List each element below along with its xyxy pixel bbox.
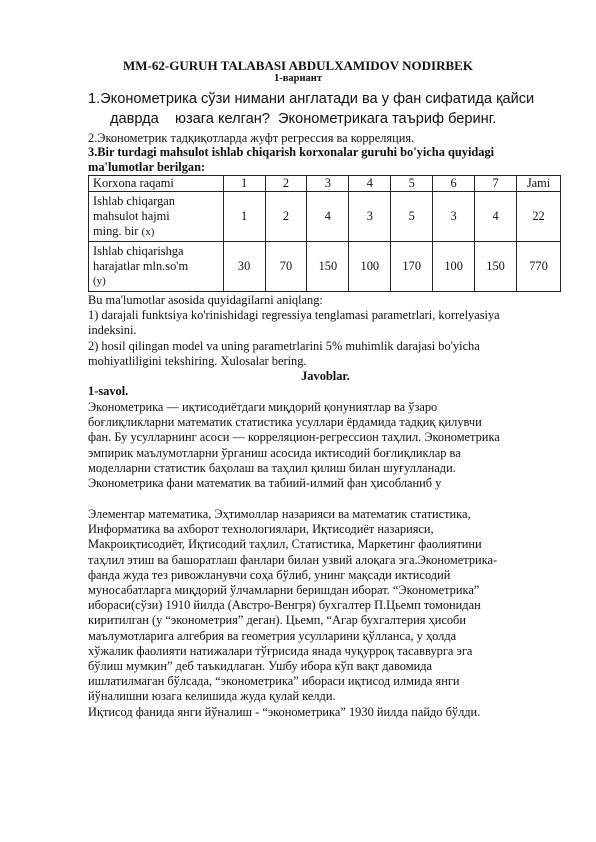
row-label-costs: [89, 242, 224, 292]
paragraph-line: боғлиқликларни математик статистика усуллари ёрдамида тадқиқ қилувчи: [88, 415, 482, 430]
answer-paragraph-1: [88, 400, 563, 491]
variant-label: 1-вариант: [273, 73, 322, 84]
task-1-line-1: 1) darajali funktsiya ko'rinishidagi regressiya tenglamasi parametrlari, korrelyasiya: [88, 308, 500, 323]
table-col-header: 2: [265, 176, 307, 192]
table-cell: 150: [475, 242, 517, 292]
table-col-header: 7: [475, 176, 517, 192]
table-cell: 4: [475, 192, 517, 242]
table-col-header: 1: [223, 176, 265, 192]
table-cell: 100: [349, 242, 391, 292]
table-row: [89, 242, 561, 292]
question-1-line-1: 1.Эконометрика сўзи нимани англатади ва у фан сифатида қайси: [88, 91, 535, 107]
paragraph-line: ибораси(сўзи) 1910 йилда (Австро-Венгря) бухгалтер П.Цьемп томонидан: [88, 598, 481, 613]
row-label-line: Ishlab chiqargan: [93, 193, 176, 208]
data-table: [88, 175, 561, 292]
table-col-header: 3: [307, 176, 349, 192]
task-1-line-2: indeksini.: [88, 323, 137, 338]
answers-title: Javoblar.: [301, 369, 350, 383]
question-3: [88, 145, 563, 175]
variable-y: (y): [93, 275, 106, 287]
table-cell: 150: [307, 242, 349, 292]
row-label-line: Ishlab chiqarishga: [93, 244, 184, 258]
paragraph-line: таҳлил этиш ва башоратлаш фанлари билан узвий алоқага эга.Эконометрика-: [88, 552, 498, 567]
question-2: 2.Эконометрик тадқиқотларда жуфт регрессия ва корреляция.: [88, 131, 415, 145]
question-3-line-2: ma'lumotlar berilgan:: [88, 160, 206, 175]
row-label-line: harajatlar mln.so'm: [93, 259, 189, 273]
paragraph-line: фан. Бу усулларнинг асоси — корреляцион-регрессион таҳлил. Эконометрика: [88, 430, 500, 445]
tasks-block: [88, 293, 563, 369]
paragraph-line: бўлиш мумкин” деб таъкидлаган. Ушбу ибора кўп вақт давомида: [88, 659, 433, 674]
table-cell: 170: [391, 242, 433, 292]
row-label-production: [89, 192, 224, 242]
table-cell: 2: [265, 192, 307, 242]
paragraph-line: Элементар математика, Эҳтимоллар назарияси ва математик статистика,: [88, 507, 471, 521]
paragraph-line: киритилган (у “эконометрия” деган). Цьемп, “Агар бухгалтерия ҳисоби: [88, 613, 466, 628]
table-cell: 70: [265, 242, 307, 292]
table-row: [89, 192, 561, 242]
paragraph-line: маълумотларига алгебрия ва геометрия усулларини қўлланса, у ҳолда: [88, 628, 457, 643]
variable-x: (x): [141, 225, 155, 238]
task-2-line-2: mohiyatliligini tekshiring. Xulosalar bering.: [88, 353, 307, 368]
row-label-line: [93, 224, 219, 240]
answer-paragraph-2: [88, 507, 563, 720]
row-label-text: ming. bir: [93, 223, 139, 238]
paragraph-line: йўналишни юзага келишида жуда қулай келди.: [88, 689, 336, 704]
paragraph-line: моделларни статистик баҳолаш ва таҳлил қилиш билан шуғулланади.: [88, 460, 456, 475]
table-col-header: 4: [349, 176, 391, 192]
table-cell: 22: [517, 192, 561, 242]
table-cell: 1: [223, 192, 265, 242]
question-1: [88, 89, 558, 129]
question-1-line-2: даврда юзага келган? Эконометрикага таъриф беринг.: [110, 111, 497, 127]
paragraph-line: Эконометрика фани математик ва табиий-илмий фан ҳисобланиб у: [88, 476, 442, 491]
question-3-line-1: 3.Bir turdagi mahsulot ishlab chiqarish korxonalar guruhi bo'yicha quyidagi: [88, 145, 495, 159]
document-title: MM-62-GURUH TALABASI ABDULXAMIDOV NODIRBEK: [123, 58, 473, 73]
table-cell: 3: [349, 192, 391, 242]
paragraph-line: фанда жуда тез ривожланувчи соҳа бўлиб, унинг мақсади иктисодий: [88, 567, 451, 582]
paragraph-line: Информатика ва ахборот технологиялари, Иқтисодиёт назарияси,: [88, 522, 434, 537]
table-cell: 4: [307, 192, 349, 242]
answer-1-label: 1-savol.: [88, 384, 129, 398]
table-col-header: Jami: [517, 176, 561, 192]
paragraph-line: ишлатилмаган бўлсада, “эконометрика” ибораси иқтисод илмида янги: [88, 674, 460, 689]
paragraph-line: эмпирик маълумотларни ўрганиш асосида иктисодий боғлиқликлар ва: [88, 445, 461, 460]
paragraph-line: муносабатларга миқдорий ўлчамларни беришдан иборат. “Эконометрика”: [88, 583, 480, 598]
table-col-header: 5: [391, 176, 433, 192]
table-cell: 30: [223, 242, 265, 292]
table-col-header: 6: [433, 176, 475, 192]
paragraph-line: Эконометрика — иқтисодиётдаги миқдорий қонуниятлар ва ўзаро: [88, 400, 438, 414]
tasks-intro: Bu ma'lumotlar asosida quyidagilarni aniqlang:: [88, 293, 323, 307]
paragraph-line: хўжалик фаолияти натижалари тўғрисида янада чуқурроқ тасаввурга эга: [88, 643, 473, 658]
paragraph-line: Иқтисод фанида янги йўналиш - “эконометрика” 1930 йилда пайдо бўлди.: [88, 704, 481, 719]
task-2-line-1: 2) hosil qilingan model va uning parametrlarini 5% muhimlik darajasi bo'yicha: [88, 338, 480, 353]
row-label-line: mahsulot hajmi: [93, 208, 170, 223]
table-header-label: Korxona raqami: [89, 176, 224, 192]
table-header-row: [89, 176, 561, 192]
table-cell: 100: [433, 242, 475, 292]
table-cell: 5: [391, 192, 433, 242]
paragraph-line: Макроиқтисодиёт, Иқтисодий таҳлил, Статистика, Маркетинг фаолиятини: [88, 537, 482, 552]
table-cell: 3: [433, 192, 475, 242]
table-cell: 770: [517, 242, 561, 292]
